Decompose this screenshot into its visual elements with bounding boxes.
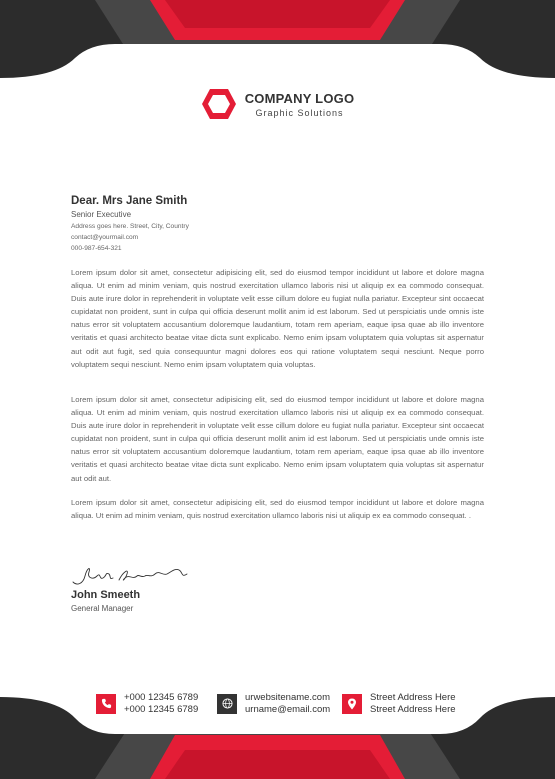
contact-phone xyxy=(96,692,198,715)
hexagon-logo-icon xyxy=(201,88,237,120)
recipient-block xyxy=(71,195,189,254)
recipient-name: Dear. Mrs Jane Smith xyxy=(71,195,188,207)
contact-address xyxy=(342,692,456,715)
address-line-2: Street Address Here xyxy=(370,703,456,715)
recipient-email: contact@yourmail.com xyxy=(71,234,139,241)
body-paragraph-2 xyxy=(71,393,484,485)
recipient-title: Senior Executive xyxy=(71,210,132,219)
logo-title: COMPANY LOGO xyxy=(244,90,355,106)
paragraph-text: Lorem ipsum dolor sit amet, consectetur adipisicing elit, sed do eiusmod tempor incididunt ut labore et dolore magna aliqua. Ut enim ad minim veniam, quis nostrud exercitation ullamco laboris nisi ut aliquip ex ea commodo consequat. Duis aute irure dolor in reprehenderit in voluptate velit esse cillum dolore eu fugiat nulla pariatur. Excepteur sint occaecat cupidatat non proident, sunt in culpa qui officia deserunt mollit anim id est laborum. Sed ut perspiciatis unde omnis iste natus error sit voluptatem accusantium doloremque laudantium, totam rem aperiam, eaque ipsa quae ab illo inventore veritatis et quasi architecto beatae vitae dicta sunt explicabo. Nemo enim ipsam voluptatem quia voluptas sit aspernatur aut odit aut. xyxy=(71,395,484,483)
contact-web xyxy=(217,692,330,715)
signer-role: General Manager xyxy=(71,604,134,613)
email-text: urname@email.com xyxy=(245,703,331,715)
website-text: urwebsitename.com xyxy=(245,692,331,703)
phone-line-1: +000 12345 6789 xyxy=(124,692,199,703)
recipient-address: Address goes here. Street, City, Country xyxy=(71,223,189,230)
address-line-1: Street Address Here xyxy=(370,692,456,703)
phone-line-2: +000 12345 6789 xyxy=(124,703,199,715)
logo-subtitle: Graphic Solutions xyxy=(255,107,344,118)
company-logo xyxy=(0,88,555,125)
phone-icon xyxy=(96,694,116,714)
body-paragraph-3 xyxy=(71,496,484,522)
paragraph-text: Lorem ipsum dolor sit amet, consectetur adipisicing elit, sed do eiusmod tempor incididunt ut labore et dolore magna aliqua. Ut enim ad minim veniam, quis nostrud exercitation ullamco laboris nisi ut aliquip ex ea commodo consequat. . xyxy=(71,498,484,521)
globe-icon xyxy=(217,694,237,714)
location-pin-icon xyxy=(342,694,362,714)
recipient-phone: 000-987-654-321 xyxy=(71,245,122,252)
signer-name: John Smeeth xyxy=(71,589,141,601)
body-paragraph-1 xyxy=(71,266,484,371)
paragraph-text: Lorem ipsum dolor sit amet, consectetur adipisicing elit, sed do eiusmod tempor incididunt ut labore et dolore magna aliqua. Ut enim ad minim veniam, quis nostrud exercitation ullamco laboris nisi ut aliquip ex ea commodo consequat. Duis aute irure dolor in reprehenderit in voluptate velit esse cillum dolore eu fugiat nulla pariatur. Excepteur sint occaecat cupidatat non proident, sunt in culpa qui officia deserunt mollit anim id est laborum. Sed ut perspiciatis unde omnis iste natus error sit voluptatem accusantium doloremque laudantium, totam rem aperiam, eaque ipsa quae ab illo inventore veritatis et quasi architecto beatae vitae dicta sunt explicabo. Nemo enim ipsam voluptatem quia voluptas sit aspernatur aut odit aut fugit, sed quia consequuntur magni dolores eos qui ratione voluptatem sequi nesciunt. Neque porro voluptatem sequi nesciunt. Nemo enim ipsam voluptatem quia voluptas. xyxy=(71,268,484,369)
